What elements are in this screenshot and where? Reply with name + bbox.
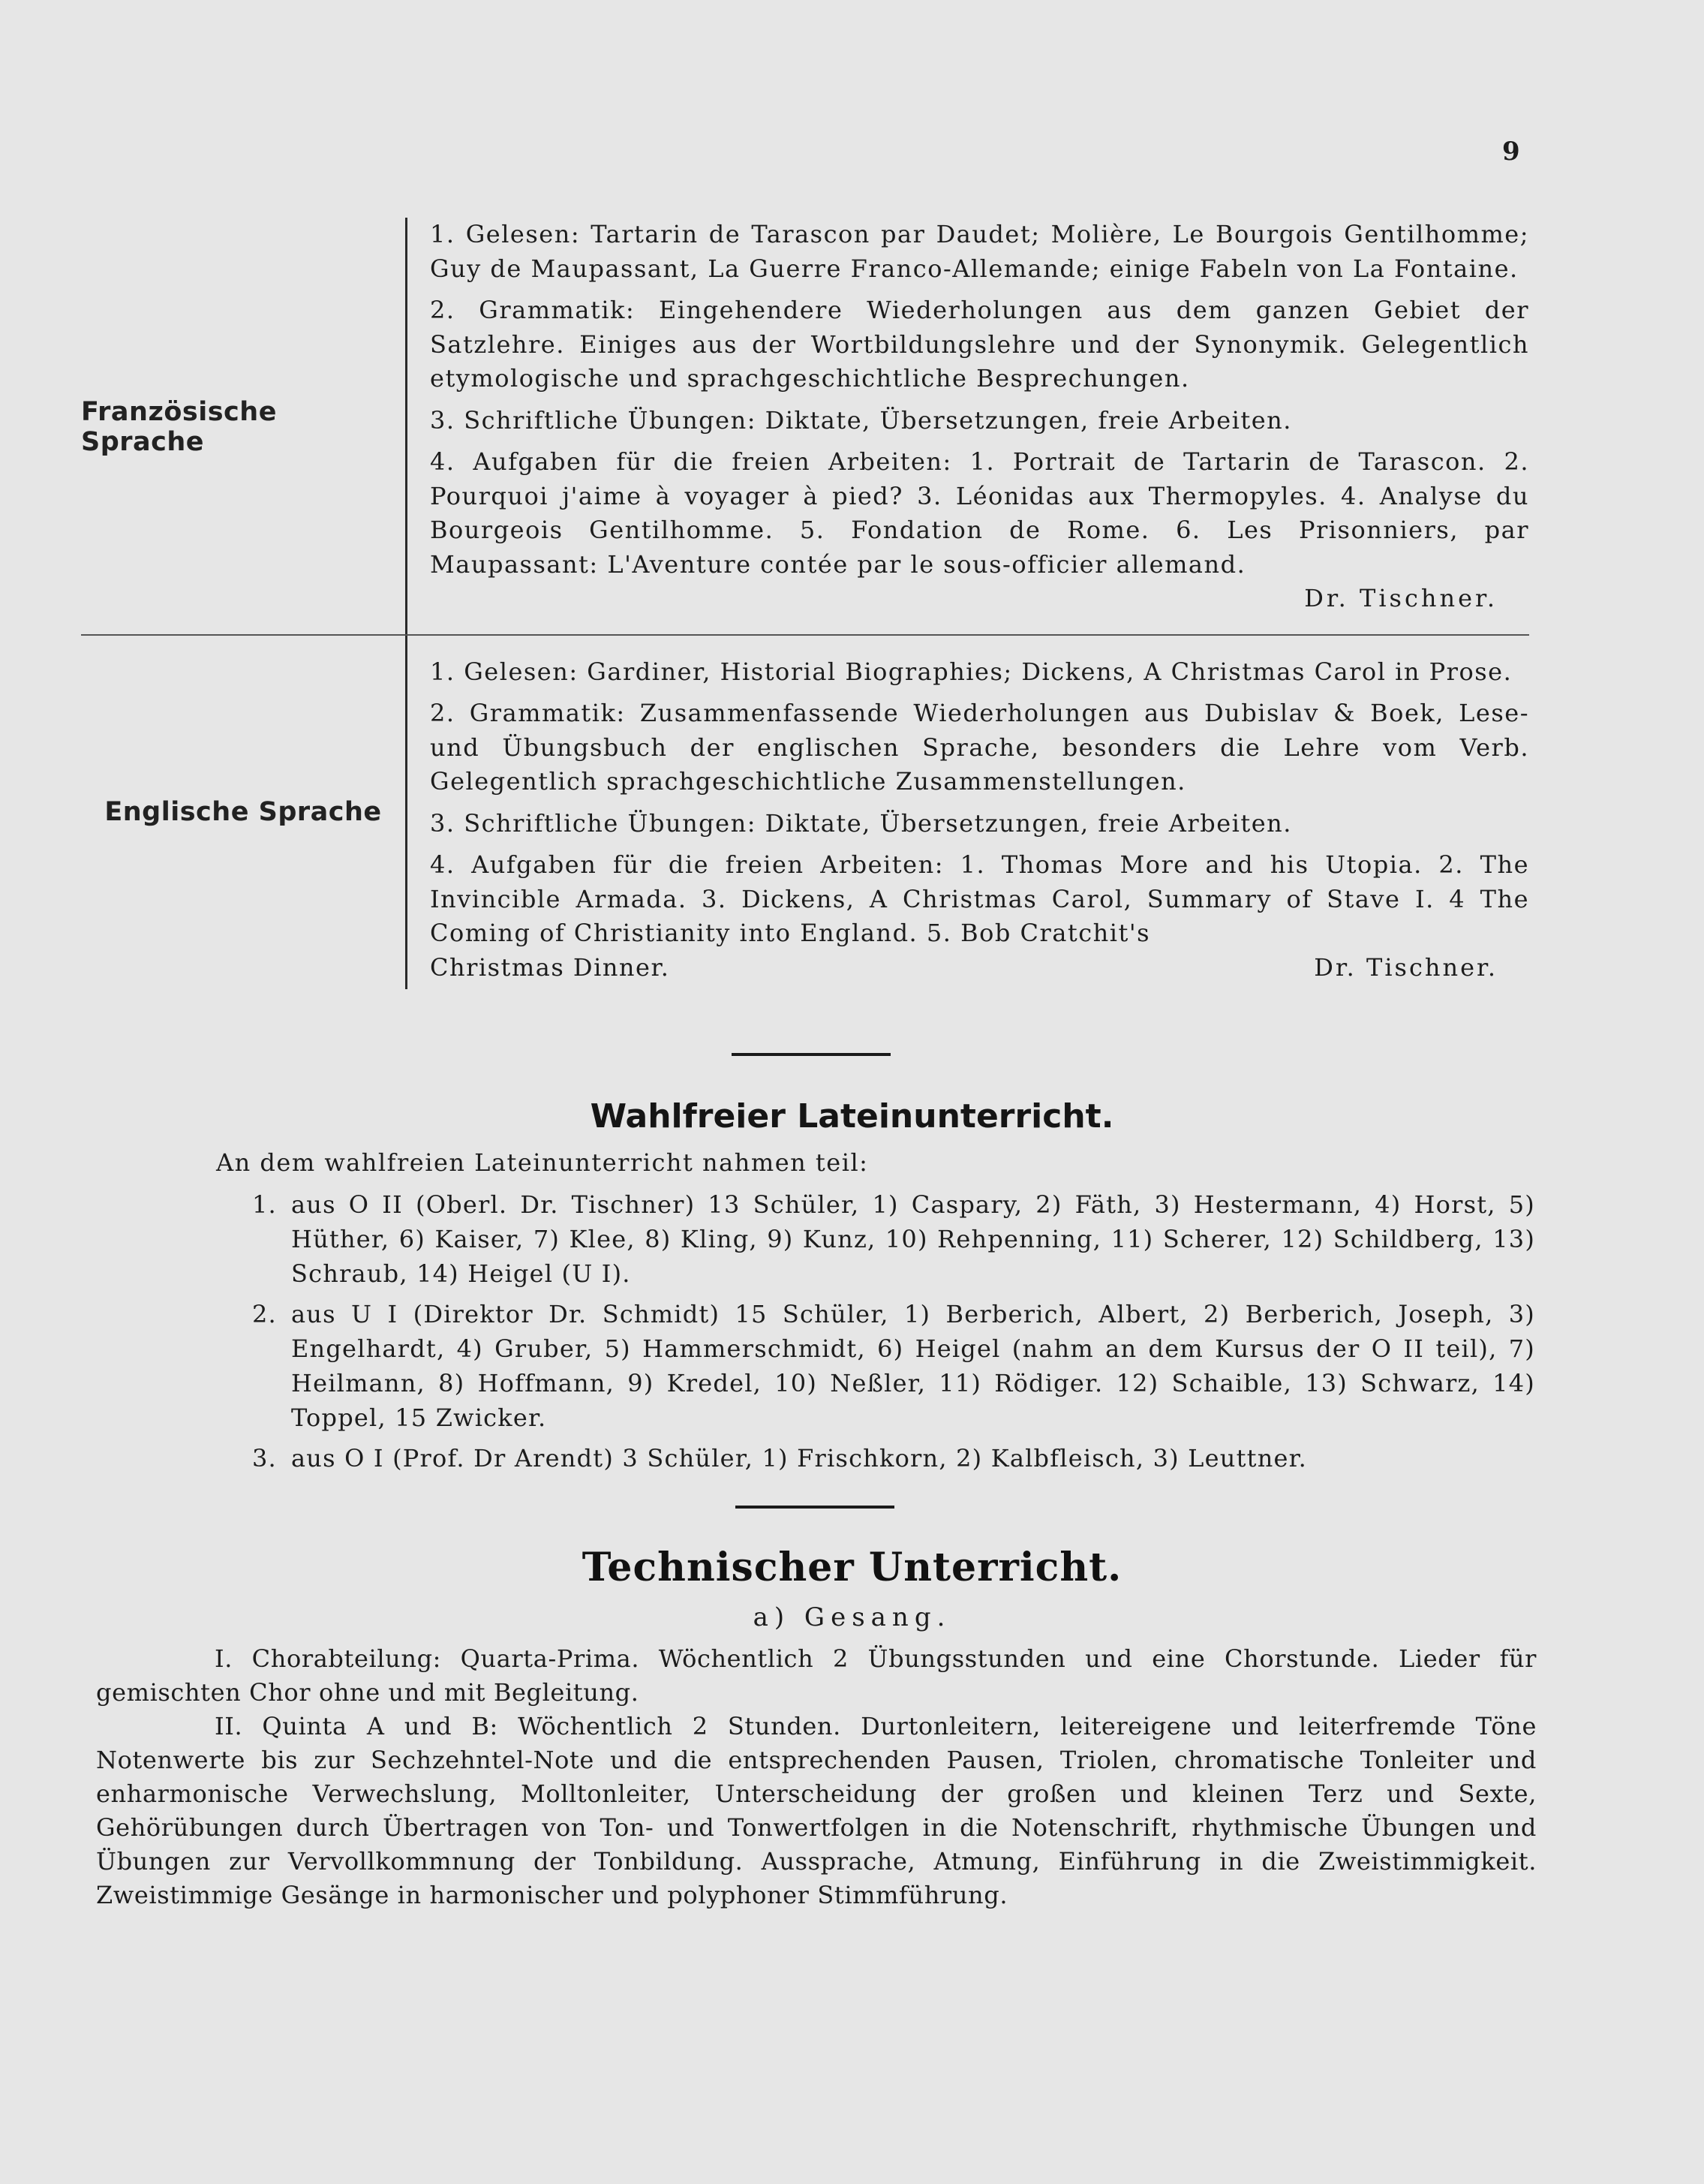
- divider-rule: [732, 1053, 891, 1056]
- list-item-text: aus O II (Oberl. Dr. Tischner) 13 Schüler, 1) Caspary, 2) Fäth, 3) Hestermann, 4) Horst, 5) Hüther, 6) Kaiser, 7) Klee, 8) Kling, 9) Kunz, 10) Rehpenning, 11) Scherer, 12) Schildberg, 13) Schraub, 14) Heigel (U I).: [291, 1190, 1535, 1288]
- gesang-choir: I. Chorabteilung: Quarta-Prima. Wöchentlich 2 Übungsstunden und eine Chorstunde. Lieder für gemischten Chor ohne und mit Begleitung.: [96, 1644, 1537, 1707]
- gesang-section: [96, 1642, 1537, 1912]
- french-signature: Dr. Tischner.: [1304, 584, 1498, 612]
- list-item-text: aus U I (Direktor Dr. Schmidt) 15 Schüler, 1) Berberich, Albert, 2) Berberich, Joseph, 3) Engelhardt, 4) Gruber, 5) Hammerschmidt, 6) Heigel (nahm an dem Kursus der O II teil), 7) Heilmann, 8) Hoffmann, 9) Kredel, 10) Neßler, 11) Rödiger. 12) Schaible, 13) Schwarz, 14) Toppel, 15 Zwicker.: [291, 1300, 1535, 1432]
- technical-heading: Technischer Unterricht.: [582, 1545, 1122, 1590]
- english-last-line: [430, 951, 1529, 985]
- technical-subheading: a) Gesang.: [753, 1602, 951, 1632]
- divider-rule: [735, 1506, 894, 1509]
- list-item-number: 1.: [252, 1190, 277, 1219]
- english-signature: Dr. Tischner.: [1314, 952, 1498, 982]
- list-item-number: 3.: [252, 1444, 277, 1473]
- french-content: [405, 218, 1529, 634]
- list-item-text: aus O I (Prof. Dr Arendt) 3 Schüler, 1) Frischkorn, 2) Kalbfleisch, 3) Leuttner.: [291, 1444, 1307, 1473]
- gesang-quinta: II. Quinta A und B: Wöchentlich 2 Stunden. Durtonleitern, leitereigene und leiterfremde Töne Notenwerte bis zur Sechzehntel-Note und die entsprechenden Pausen, Triolen, chromatische Tonleiter und enharmonische Verwechslung, Molltonleiter, Unterscheidung der großen und kleinen Terz und Sexte, Gehörübungen durch Übertragen von Ton- und Tonwertfolgen in die Notenschrift, rhythmische Übungen und Übungen zur Vervollkommnung der Tonbildung. Aussprache, Atmung, Einführung in die Zweistimmigkeit. Zweistimmige Gesänge in harmonischer und polyphoner Stimmführung.: [96, 1712, 1537, 1909]
- latin-intro: An dem wahlfreien Lateinunterricht nahmen teil:: [216, 1148, 869, 1177]
- subject-table: [81, 218, 1529, 989]
- english-assignments-end: Christmas Dinner.: [430, 952, 670, 982]
- list-item: [252, 1441, 1535, 1476]
- english-content: [405, 636, 1529, 990]
- english-reading: 1. Gelesen: Gardiner, Historial Biographies; Dickens, A Christmas Carol in Prose.: [430, 657, 1513, 686]
- french-row: [81, 218, 1529, 634]
- french-assignments: 4. Aufgaben für die freien Arbeiten: 1. Portrait de Tartarin de Tarascon. 2. Pourquoi j'aime à voyager à pied? 3. Léonidas aux Thermopyles. 4. Analyse du Bourgeois Gentilhomme. 5. Fondation de Rome. 6. Les Prisonniers, par Maupassant: L'Aventure contée par le sous-officier allemand.: [430, 447, 1529, 579]
- english-row: [81, 634, 1529, 990]
- list-item-number: 2.: [252, 1300, 277, 1328]
- latin-heading: Wahlfreier Lateinunterricht.: [590, 1097, 1114, 1136]
- latin-list: [252, 1187, 1535, 1482]
- english-assignments: 4. Aufgaben für die freien Arbeiten: 1. Thomas More and his Utopia. 2. The Invincible Armada. 3. Dickens, A Christmas Carol, Summary of Stave I. 4 The Coming of Christianity into England. 5. Bob Cratchit's: [430, 850, 1529, 947]
- page-number: 9: [1502, 137, 1520, 167]
- list-item: [252, 1297, 1535, 1435]
- english-label: Englische Sprache: [104, 797, 382, 828]
- french-label: Französische Sprache: [81, 397, 277, 458]
- english-grammar: 2. Grammatik: Zusammenfassende Wiederholungen aus Dubislav & Boek, Lese- und Übungsbuch der englischen Sprache, besonders die Lehre vom Verb. Gelegentlich sprachgeschichtliche Zusammenstellungen.: [430, 699, 1529, 796]
- french-reading: 1. Gelesen: Tartarin de Tarascon par Daudet; Molière, Le Bourgois Gentilhomme; Guy de Maupassant, La Guerre Franco-Allemande; einige Fabeln von La Fontaine.: [430, 220, 1529, 283]
- french-grammar: 2. Grammatik: Eingehendere Wiederholungen aus dem ganzen Gebiet der Satzlehre. Einiges aus der Wortbildungslehre und der Synonymik. Gelegentlich etymologische und sprachgeschichtliche Besprechungen.: [430, 296, 1529, 393]
- french-exercises: 3. Schriftliche Übungen: Diktate, Übersetzungen, freie Arbeiten.: [430, 405, 1292, 435]
- list-item: [252, 1187, 1535, 1291]
- english-exercises: 3. Schriftliche Übungen: Diktate, Übersetzungen, freie Arbeiten.: [430, 808, 1292, 838]
